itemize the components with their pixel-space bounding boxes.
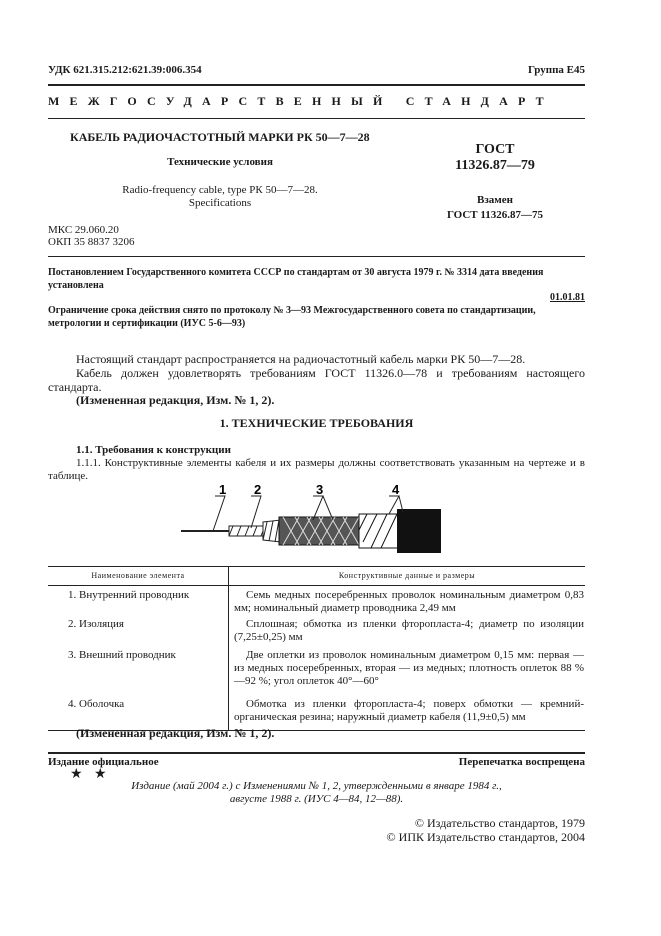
decree-text: Постановлением Государственного комитета СССР по стандартам от 30 августа 1979 г. № 3314 дата введения установлена [48,267,544,291]
replaces-label: Взамен [477,194,513,206]
gost-label: ГОСТ [475,142,515,157]
okp-code: ОКП 35 8837 3206 [48,236,135,248]
gost-number: 11326.87—79 [455,158,535,173]
table-row-data: Семь медных посеребренных проволок номинальным диаметром 0,83 мм; номинальный диаметр проводника 2,49 мм [234,589,584,614]
edition-note-line2: августе 1988 г. (ИУС 4—84, 12—88). [229,793,404,805]
paragraph-requirements: Кабель должен удовлетворять требованиям ГОСТ 11326.0—78 и требованиям настоящего стандарта. [48,366,585,394]
construction-table [48,566,585,731]
callout-label-2: 2 [254,484,262,497]
callout-label-1: 1 [219,484,227,497]
callout-leader-3b [323,496,333,520]
title-en-line2: Specifications [188,197,252,209]
stars-mark: ★ ★ [70,767,111,782]
amendment-note-1: (Измененная редакция, Изм. № 1, 2). [76,393,275,407]
callout-label-4: 4 [392,484,400,497]
callout-leader-2 [251,496,261,528]
subtitle-ru: Технические условия [167,156,273,168]
table-row-name: 2. Изоляция [68,618,124,630]
header-rule [48,84,585,86]
table-row-data: Две оплетки из проволок номинальным диаметром 0,15 мм: первая — из медных посеребренных, вторая — из медных; плотность оплеток 88 %—92 %; угол оплеток 40°—60° [234,649,584,687]
subsection-title: 1.1. Требования к конструкции [76,444,231,456]
limitation-text: Ограничение срока действия снято по протоколу № 3—93 Межгосударственного совета по стандартизации, метрологии и сертификации (ИУС 5-6—93) [48,305,536,329]
replaces-number: ГОСТ 11326.87—75 [446,209,544,221]
title-en-line1: Radio-frequency cable, type РК 50—7—28. [122,184,318,196]
table-row-name: 1. Внутренний проводник [68,589,190,601]
interstate-standard-heading: МЕЖГОСУДАРСТВЕННЫЙ СТАНДАРТ [48,94,554,108]
table-header [48,566,585,586]
group-code: Группа Е45 [527,64,585,76]
table-header-name: Наименование элемента [91,571,185,580]
decree-date: 01.01.81 [550,292,585,303]
mks-code: МКС 29.060.20 [48,224,119,236]
callout-leader-3a [313,496,323,520]
footer-rule [48,752,585,754]
section-title: 1. ТЕХНИЧЕСКИЕ ТРЕБОВАНИЯ [219,416,414,430]
paragraph-scope: Настоящий стандарт распространяется на радиочастотный кабель марки РК 50—7—28. [76,352,526,366]
copyright-2004: © ИПК Издательство стандартов, 2004 [386,830,585,844]
heading-rule [48,118,585,119]
table-row-data: Обмотка из пленки фторопласта-4; поверх обмотки — кремний-органическая резина; наружный диаметр кабеля (11,9±0,5) мм [234,698,584,723]
edition-note-line1: Издание (май 2004 г.) с Изменениями № 1, 2, утвержденными в январе 1984 г., [131,780,502,792]
copyright-1979: © Издательство стандартов, 1979 [414,816,585,830]
callout-leader-1 [213,496,225,531]
title-ru: КАБЕЛЬ РАДИОЧАСТОТНЫЙ МАРКИ РК 50—7—28 [70,130,370,144]
table-row-name: 4. Оболочка [68,698,125,710]
reprint-prohibited: Перепечатка воспрещена [458,756,585,768]
title-rule [48,256,585,257]
official-edition: Издание официальное [48,756,159,768]
callout-label-3: 3 [316,484,324,497]
amendment-note-2: (Измененная редакция, Изм. № 1, 2). [76,726,275,740]
table-row-name: 3. Внешний проводник [68,649,176,661]
table-row-data: Сплошная; обмотка из пленки фторопласта-4; диаметр по изоляции (7,25±0,25) мм [234,618,584,643]
paragraph-construction: 1.1.1. Конструктивные элементы кабеля и их размеры должны соответствовать указанным на чертеже и в таблице. [48,457,585,482]
cable-drawing [175,484,455,564]
udk-code: УДК 621.315.212:621.39:006.354 [48,64,202,76]
rubber-jacket [397,509,441,553]
table-header-data: Конструктивные данные и размеры [338,571,476,580]
